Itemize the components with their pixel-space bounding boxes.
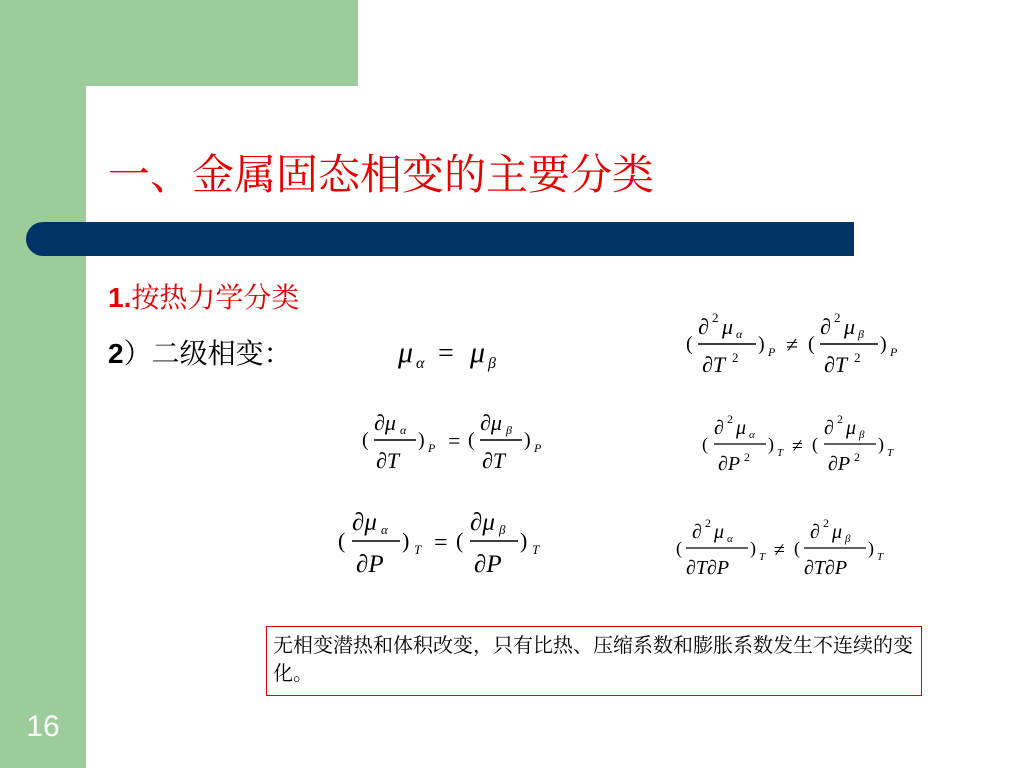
svg-text:): ) xyxy=(402,528,410,553)
formula-second-derivative-T xyxy=(680,306,920,389)
svg-text:2: 2 xyxy=(727,412,733,426)
svg-text:≠: ≠ xyxy=(774,539,785,561)
svg-text:∂: ∂ xyxy=(698,314,709,339)
formula-second-derivative-P xyxy=(698,410,908,487)
svg-text:T: T xyxy=(532,542,540,557)
formula-mixed-derivative xyxy=(672,514,912,591)
svg-text:μ: μ xyxy=(398,336,414,369)
svg-text:(: ( xyxy=(676,538,682,558)
svg-text:∂T: ∂T xyxy=(376,448,400,473)
svg-text:∂T: ∂T xyxy=(482,448,506,473)
svg-text:(: ( xyxy=(702,434,708,454)
svg-text:≠: ≠ xyxy=(786,332,799,357)
svg-text:): ) xyxy=(524,429,531,451)
svg-text:(: ( xyxy=(808,333,815,355)
section-label: 按热力学分类 xyxy=(131,281,300,314)
svg-text:(: ( xyxy=(686,333,693,355)
svg-text:): ) xyxy=(750,538,756,558)
formula-first-derivative-P xyxy=(332,500,562,589)
svg-text:μ: μ xyxy=(470,336,486,369)
svg-text:∂: ∂ xyxy=(692,521,702,543)
item-heading xyxy=(108,332,292,372)
svg-text:): ) xyxy=(868,538,874,558)
svg-text:β: β xyxy=(845,533,851,545)
svg-text:P: P xyxy=(428,441,436,455)
note-box: 无相变潜热和体积改变，只有比热、压缩系数和膨胀系数发生不连续的变化。 xyxy=(266,626,922,696)
svg-text:T: T xyxy=(759,551,766,563)
svg-text:α: α xyxy=(416,355,425,372)
svg-text:β: β xyxy=(488,355,496,372)
svg-text:): ) xyxy=(418,429,425,451)
svg-text:2: 2 xyxy=(837,412,843,426)
svg-text:2: 2 xyxy=(854,450,860,464)
title-underline-bar xyxy=(26,222,854,256)
svg-text:T: T xyxy=(414,542,422,557)
svg-text:): ) xyxy=(758,333,765,355)
svg-text:∂P: ∂P xyxy=(474,551,502,578)
formula-chem-potential-equal xyxy=(398,334,528,379)
svg-text:(: ( xyxy=(468,429,475,451)
svg-text:β: β xyxy=(858,327,864,341)
svg-text:β: β xyxy=(859,429,865,441)
svg-text:μ: μ xyxy=(714,521,725,543)
item-label: ）二级相变： xyxy=(123,337,292,370)
svg-text:α: α xyxy=(736,327,743,341)
svg-text:): ) xyxy=(880,333,887,355)
svg-text:∂μ: ∂μ xyxy=(480,410,502,435)
svg-text:T: T xyxy=(777,447,784,459)
svg-text:≠: ≠ xyxy=(792,435,803,457)
svg-text:∂T∂P: ∂T∂P xyxy=(686,557,730,579)
section-number: 1. xyxy=(108,282,132,313)
svg-text:μ: μ xyxy=(846,417,857,439)
svg-text:∂μ: ∂μ xyxy=(352,509,377,536)
svg-text:∂P: ∂P xyxy=(356,551,384,578)
svg-text:=: = xyxy=(434,530,448,556)
svg-text:μ: μ xyxy=(844,314,856,339)
svg-text:2: 2 xyxy=(834,310,841,325)
slide-title: 一、金属固态相变的主要分类 xyxy=(108,150,655,199)
svg-text:∂P: ∂P xyxy=(828,453,851,475)
formula-first-derivative-T xyxy=(356,404,566,483)
svg-text:P: P xyxy=(890,345,898,359)
svg-text:2: 2 xyxy=(705,516,711,530)
svg-text:∂T∂P: ∂T∂P xyxy=(804,557,848,579)
svg-text:α: α xyxy=(381,522,388,537)
svg-text:μ: μ xyxy=(736,417,747,439)
svg-text:=: = xyxy=(448,428,461,453)
page-number: 16 xyxy=(26,710,60,743)
svg-text:∂P: ∂P xyxy=(718,453,741,475)
svg-text:2: 2 xyxy=(854,350,861,365)
svg-text:2: 2 xyxy=(744,450,750,464)
svg-text:∂: ∂ xyxy=(824,417,834,439)
item-number: 2 xyxy=(108,338,124,369)
svg-text:μ: μ xyxy=(832,521,843,543)
svg-text:β: β xyxy=(499,522,506,537)
svg-text:∂μ: ∂μ xyxy=(470,509,495,536)
svg-text:(: ( xyxy=(362,429,369,451)
svg-text:(: ( xyxy=(794,538,800,558)
svg-text:P: P xyxy=(768,345,776,359)
svg-text:(: ( xyxy=(812,434,818,454)
svg-text:μ: μ xyxy=(722,314,734,339)
svg-text:∂μ: ∂μ xyxy=(374,410,396,435)
svg-text:∂T: ∂T xyxy=(702,352,726,377)
svg-text:2: 2 xyxy=(823,516,829,530)
svg-text:α: α xyxy=(400,423,407,437)
svg-text:(: ( xyxy=(456,528,464,553)
svg-text:∂: ∂ xyxy=(714,417,724,439)
svg-text:T: T xyxy=(877,551,884,563)
svg-text:P: P xyxy=(534,441,542,455)
svg-text:β: β xyxy=(506,423,512,437)
svg-text:∂T: ∂T xyxy=(824,352,848,377)
svg-text:): ) xyxy=(520,528,528,553)
svg-text:2: 2 xyxy=(732,350,739,365)
svg-text:∂: ∂ xyxy=(810,521,820,543)
svg-text:α: α xyxy=(749,429,755,441)
svg-text:T: T xyxy=(887,447,894,459)
top-green-band xyxy=(86,0,358,86)
svg-text:): ) xyxy=(878,434,884,454)
rounded-corner xyxy=(86,86,146,146)
left-green-band xyxy=(0,0,86,768)
svg-text:∂: ∂ xyxy=(820,314,831,339)
svg-text:(: ( xyxy=(338,528,346,553)
svg-text:=: = xyxy=(438,338,454,369)
svg-text:2: 2 xyxy=(712,310,719,325)
svg-text:): ) xyxy=(768,434,774,454)
section-heading xyxy=(108,276,299,316)
svg-text:α: α xyxy=(727,533,733,545)
